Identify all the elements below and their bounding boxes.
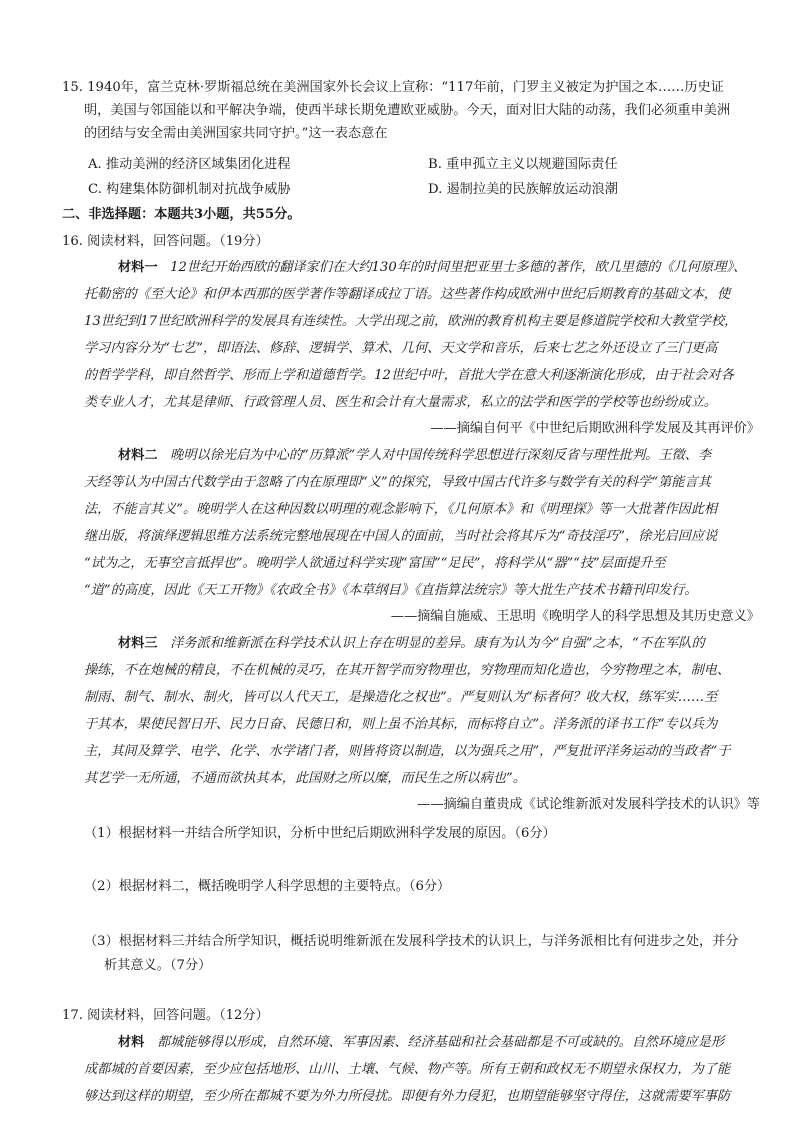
q15-line-3: 的团结与安全需由美洲国家共同守护。”这一表态意在: [84, 126, 388, 141]
section-heading: 二、非选择题：本题共3小题，共55分。: [62, 207, 301, 222]
q16-subquestion-3-line-1: （3）根据材料三并结合所学知识，概括说明维新派在发展科学技术的认识上，与洋务派相比有何进步之处，并分: [84, 934, 739, 949]
q16-subquestion-2: （2）根据材料二，概括晚明学人科学思想的主要特点。（6分）: [84, 879, 451, 894]
q16-material-1-line: 托勒密的《至大论》和伊本西那的医学著作等翻译成拉丁语。这些著作构成欧洲中世纪后期教育的基础文本，使: [84, 287, 731, 302]
q16-material-3-line: 于其本，果使民智日开、民力日奋、民德日和，则上虽不治其标，而标将自立”。洋务派的译书工作“专以兵为: [84, 717, 718, 732]
q16-material-2-source: ——摘编自施威、王思明《晚明学人的科学思想及其历史意义》: [390, 609, 760, 624]
q16-material-1-source: ——摘编自何平《中世纪后期欧洲科学发展及其再评价》: [430, 421, 760, 436]
q16-material-1-first-line: [118, 258, 746, 278]
q15-line-2: 明，美国与邻国能以和平解决争端，使西半球长期免遭欧亚威胁。今天，面对旧大陆的动荡，我们必须重申美洲: [84, 103, 731, 118]
q15-option-c[interactable]: C. 构建集体防御机制对抗战争威胁: [88, 182, 291, 197]
q16-material-3-line: 操练，不在炮械的精良，不在机械的灵巧，在其开智学而穷物理也，穷物理而知化造也，今穷物理之本，制电、: [84, 663, 731, 678]
q16-material-3-source: ——摘编自董贵成《试论维新派对发展科学技术的认识》等: [417, 797, 760, 812]
q16-material-3-first-line: [118, 634, 705, 654]
q16-material-2-line: 继出版，将演绎逻辑思维方法系统完整地展现在中国人的面前，当时社会将其斥为“奇技淫巧”，徐光启回应说: [84, 529, 718, 544]
q16-intro: 16. 阅读材料，回答问题。（19分）: [62, 234, 269, 249]
q16-material-3-line: 洋务派和维新派在科学技术认识上存在明显的差异。康有为认为今“自强”之本，“不在军队的: [170, 636, 705, 651]
q16-material-2-line: 天经等认为中国古代数学由于忽略了内在原理即“义”的探究，导致中国古代许多与数学有关的科学“第能言其: [84, 475, 711, 490]
q16-material-2-line: 晚明以徐光启为中心的“历算派”学人对中国传统科学思想进行深刻反省与理性批判。王徵、李: [170, 448, 712, 463]
q16-material-2-line: “试为之，无事空言抵捍也”。晚明学人欲通过科学实现“富国”“足民”，将科学从“器”“技”层面提升至: [84, 556, 666, 571]
q16-material-1-line: 12世纪开始西欧的翻译家们在大约130年的时间里把亚里士多德的著作，欧几里德的《几何原理》、: [170, 260, 747, 275]
q16-subquestion-1: （1）根据材料一并结合所学知识，分析中世纪后期欧洲科学发展的原因。（6分）: [84, 826, 556, 841]
q16-material-1-line: 类专业人才，尤其是律师、行政管理人员、医生和会计有大量需求，私立的法学和医学的学校等也纷纷成立。: [84, 395, 717, 410]
q16-material-2-line: “道”的高度，因此《天工开物》《农政全书》《本草纲目》《直指算法统宗》等大批生产技术书籍刊印发行。: [84, 583, 698, 598]
q15-line-1: 15. 1940年，富兰克林·罗斯福总统在美洲国家外长会议上宣称：“117年前，门罗主义被定为护国之本……历史证: [62, 80, 724, 95]
q16-material-3-line: 主，其间及算学、电学、化学、水学诸门者，则皆将资以制造，以为强兵之用”，严复批评洋务运动的当政者“于: [84, 744, 731, 759]
q16-material-1-label: 材料一: [118, 260, 158, 275]
q16-material-2-label: 材料二: [118, 448, 158, 463]
q17-material-line: 成都城的首要因素，至少应包括地形、山川、土壤、气候、物产等。所有王朝和政权无不期望永保权力，为了能: [84, 1062, 731, 1077]
q16-material-1-line: 13世纪到17世纪欧洲科学的发展具有连续性。大学出现之前，欧洲的教育机构主要是修道院学校和大教堂学校，: [84, 314, 738, 329]
q16-material-1-line: 学习内容分为“七艺”，即语法、修辞、逻辑学、算术、几何、天文学和音乐，后来七艺之外还设立了三门更高: [84, 341, 718, 356]
q17-material-label: 材料: [118, 1035, 145, 1050]
q16-material-2-line: 法，不能言其义”。晚明学人在这种因数以明理的观念影响下，《几何原本》和《明理探》等一大批著作因此相: [84, 502, 718, 517]
q17-material-line: 够达到这样的期望，至少所在都城不要为外力所侵扰。即便有外力侵犯，也期望能够坚守得住，这就需要军事防: [84, 1089, 731, 1104]
q15-option-a[interactable]: A. 推动美洲的经济区域集团化进程: [88, 157, 291, 172]
q15-option-b[interactable]: B. 重申孤立主义以规避国际责任: [428, 157, 618, 172]
q16-material-3-line: 制雨、制气、制水、制火，皆可以人代天工，是操造化之权也”。严复则认为“标者何？收大权，练军实……至: [84, 690, 718, 705]
q17-material-first-line: [118, 1033, 724, 1053]
q16-material-1-line: 的哲学学科，即自然哲学、形而上学和道德哲学。12世纪中叶，首批大学在意大利逐渐演化形成，由于社会对各: [84, 368, 734, 383]
q16-material-3-line: 其艺学一无所通，不通而欲执其本，此国财之所以糜，而民生之所以病也”。: [84, 771, 526, 786]
q16-material-2-first-line: [118, 446, 711, 466]
q17-material-line: 都城能够得以形成，自然环境、军事因素、经济基础和社会基础都是不可或缺的。自然环境应是形: [156, 1035, 725, 1050]
q17-intro: 17. 阅读材料，回答问题。（12分）: [62, 1008, 269, 1023]
q15-option-d[interactable]: D. 遏制拉美的民族解放运动浪潮: [428, 182, 618, 197]
q16-subquestion-3-line-2: 析其意义。（7分）: [104, 958, 212, 973]
q16-material-3-label: 材料三: [118, 636, 158, 651]
